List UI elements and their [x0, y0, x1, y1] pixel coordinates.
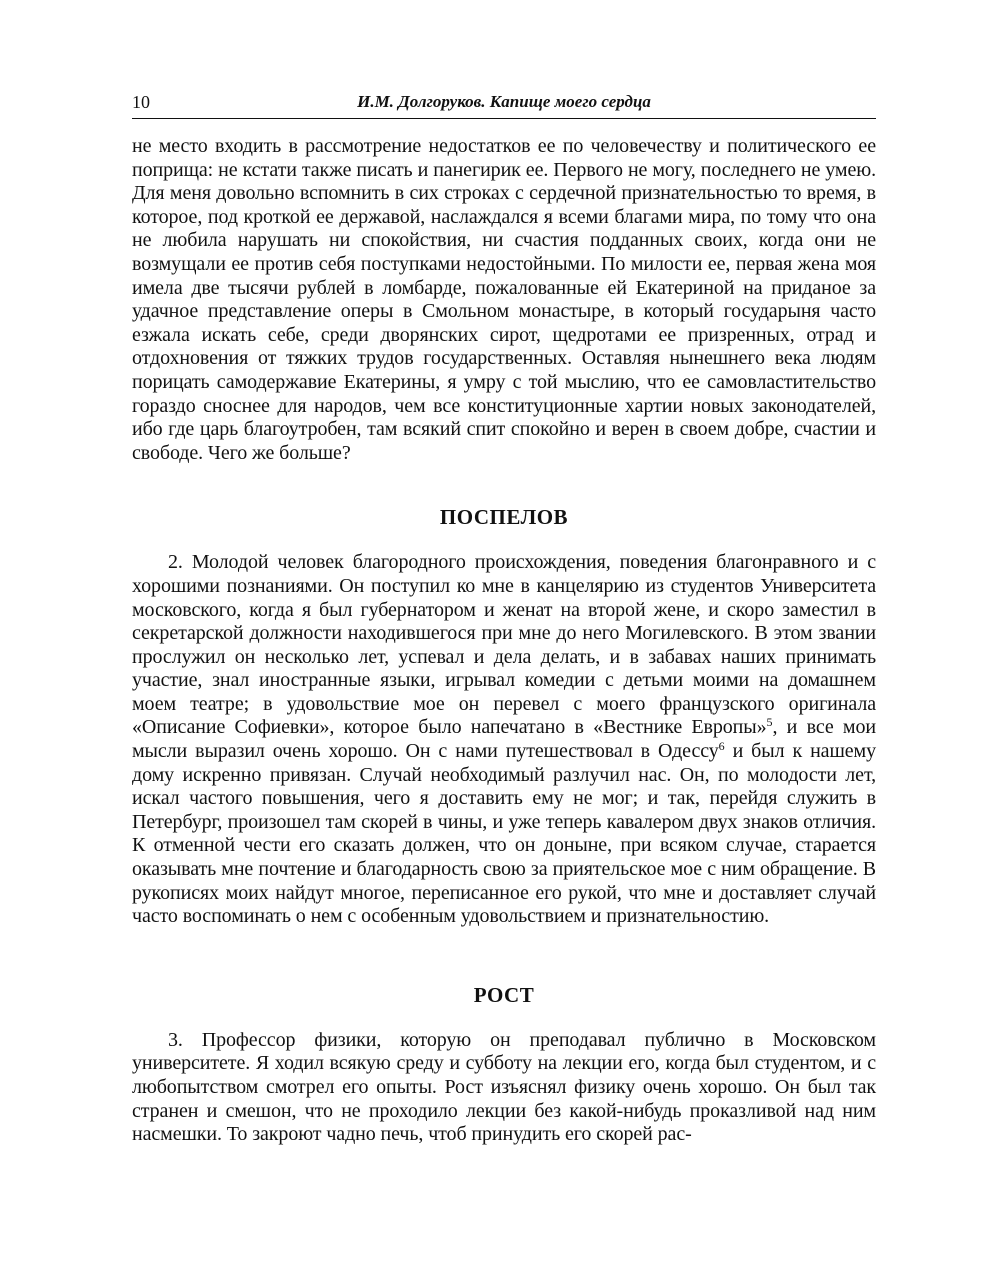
footnote-ref-5: 5: [766, 715, 773, 730]
poselov-paragraph: [132, 551, 876, 929]
page-number: 10: [132, 92, 150, 112]
poselov-text-part-3: и был к нашему дому искренно привязан. Случай необходимый разлучил нас. Он, по молодости лет, искал частого повышения, чего я доставить ему не мог; и так, перейдя служить в Петербург, произошел там скорей в чины, и уже теперь кавалером двух знаков отличия. К отменной чести его сказать должен, что он доныне, при всяком случае, старается оказывать мне почтение и благодарность свою за приятельское мое с ним обращение. В рукописях моих найдут многое, переписанное его рукой, что мне и доставляет случай часто воспоминать о нем с особенным удовольствием и признательностию.: [132, 740, 876, 928]
section-heading-poselov: ПОСПЕЛОВ: [439, 505, 569, 530]
book-page: [132, 88, 876, 1147]
rost-paragraph: 3. Профессор физики, которую он преподавал публично в Московском университете. Я ходил всякую среду и субботу на лекции его, когда был студентом, и с любопытством смотрел его опыты. Рост изъяснял физику очень хорошо. Он был так странен и смешон, что не проходило лекции без какой-нибудь проказливой над ним насмешки. То закроют чадно печь, чтоб принудить его скорей рас-: [132, 1028, 876, 1146]
header-rule: [132, 118, 876, 119]
footnote-ref-6: 6: [718, 739, 725, 754]
running-title: И.М. Долгоруков. Капище моего сердца: [357, 92, 651, 111]
running-header: [132, 88, 876, 118]
poselov-text-part-2: , и все мои мысли выразил очень хорошо. Он с нами путешествовал в Одессу: [132, 716, 876, 763]
poselov-text-part-1: 2. Молодой человек благородного происхождения, поведения благонравного и с хорошими познаниями. Он поступил ко мне в канцелярию из студентов Университета московского, когда я был губернатором и женат на второй жене, и скоро заместил в секретарской должности находившегося при мне до него Могилевского. В этом звании прослужил он несколько лет, успевал и дела делать, и в забавах наших принимать участие, знал иностранные языки, игрывал комедии с детьми моими на домашнем моем театре; в удовольствие мое он перевел с моего французского оригинала «Описание Софиевки», которое было напечатано в «Вестнике Европы»: [132, 551, 876, 739]
intro-paragraph: не место входить в рассмотрение недостатков ее по человечеству и политического ее поприща: не кстати также писать и панегирик ее. Первого не могу, последнего не умею. Для меня довольно вспомнить в сих строках с сердечной признательностью то время, в которое, под кроткой ее державой, наслаждался я всеми благами мира, по тому что она не любила нарушать ни спокойствия, ни счастия подданных своих, когда они не возмущали ее против себя поступками недостойными. По милости ее, первая жена моя имела две тысячи рублей в ломбарде, пожалованные ей Екатериной на приданое за удачное представление оперы в Смольном монастыре, в который государыня часто езжала искать себе, среди дворянских сирот, щедротами ее призренных, отрад и отдохновения от тяжких трудов государственных. Оставляя нынешнего века людям порицать самодержавие Екатерины, я умру с той мыслию, что ее самовластительство гораздо сноснее для народов, чем все конституционные хартии новых законодателей, ибо где царь благоутробен, там всякий спит спокойно и верен в своем добре, счастии и свободе. Чего же больше?: [132, 135, 876, 464]
section-heading-rost: РОСТ: [473, 982, 535, 1007]
